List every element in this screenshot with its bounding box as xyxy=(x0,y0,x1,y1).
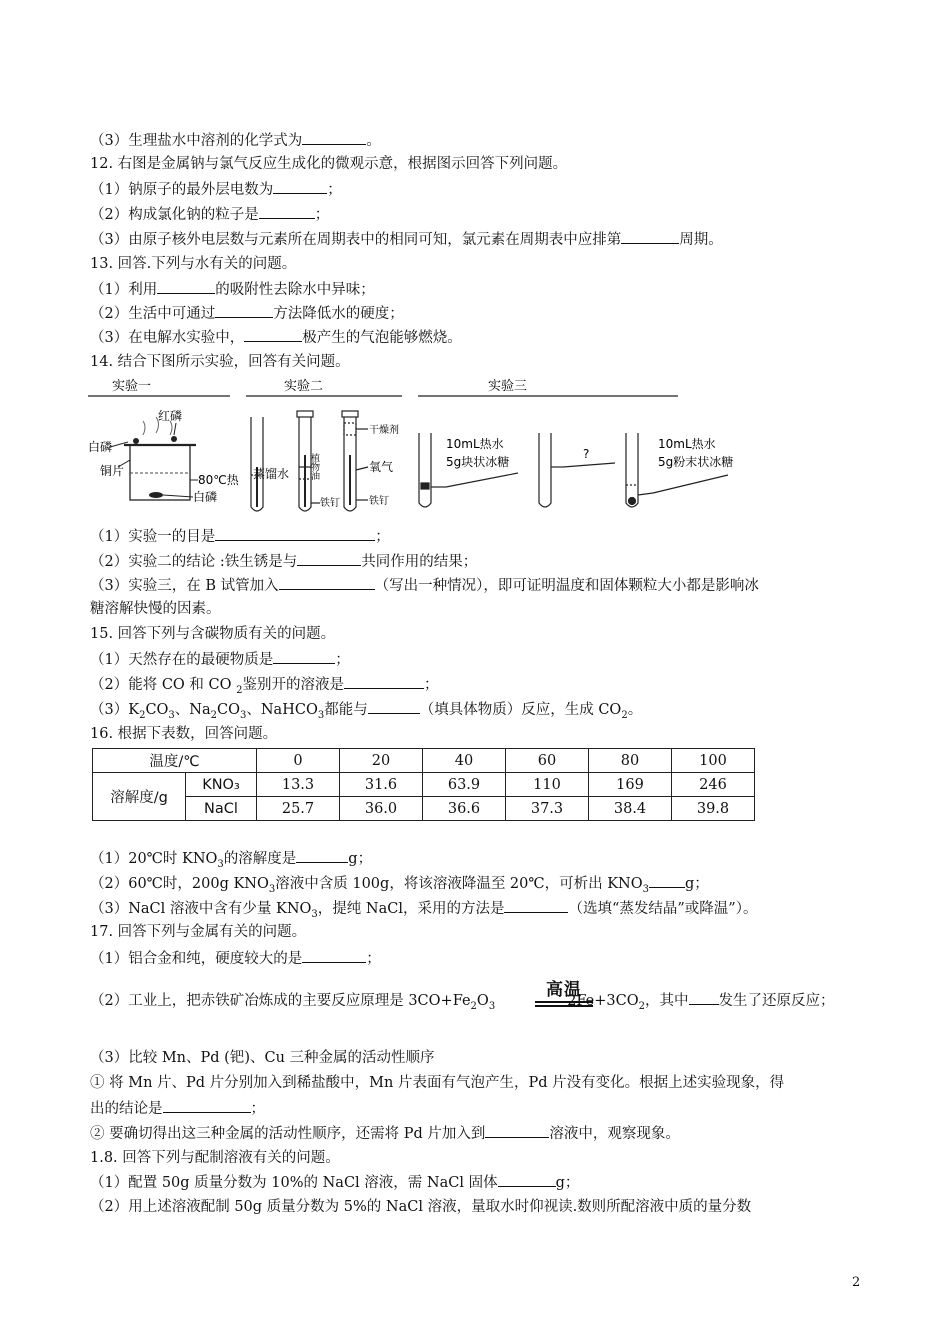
q16-3-line: （3）NaCl 溶液中含有少量 $KNO_3$，提纯 NaCl，采用的方法是 （选填“蒸发结晶”或降温”）。 xyxy=(90,898,757,925)
q17-title: 17. 回答下列与金属有关的问题。 xyxy=(90,924,307,940)
q12-2-line: （2）构成氯化钠的粒子是 ； xyxy=(90,204,329,225)
exp2-title: 实验二 xyxy=(284,379,324,394)
svg-text:10mL热水: 10mL热水 xyxy=(658,437,716,451)
q13-2-line: （2）生活中可通过 方法降低水的硬度； xyxy=(90,303,404,324)
q17-3-title: （3）比较 Mn、Pd (钯)、Cu 三种金属的活动性顺序 xyxy=(90,1050,435,1066)
answer-blank[interactable] xyxy=(273,649,335,664)
svg-text:铁钉: 铁钉 xyxy=(320,498,340,509)
svg-text:氧气: 氧气 xyxy=(369,460,394,474)
svg-text:植物油: 植物油 xyxy=(309,453,319,480)
answer-blank[interactable] xyxy=(689,990,719,1005)
answer-blank[interactable] xyxy=(485,1123,549,1138)
q14-2-line: （2）实验二的结论 :铁生锈是与 共同作用的结果； xyxy=(90,551,477,572)
answer-blank[interactable] xyxy=(504,898,568,913)
q15-1-line: （1）天然存在的最硬物质是 ； xyxy=(90,649,350,670)
solubility-table xyxy=(92,748,755,821)
q13-title: 13. 回答.下列与水有关的问题。 xyxy=(90,256,297,272)
answer-blank[interactable] xyxy=(344,674,424,689)
q17-3-1-cont: 出的结论是 ； xyxy=(90,1098,265,1119)
q17-1-line: （1）铝合金和纯，硬度较大的是 ； xyxy=(90,948,381,969)
q15-2-line: （2）能将 CO 和 CO $_2$鉴别开的溶液是 ； xyxy=(90,674,439,701)
q13-1-line: （1）利用 的吸附性去除水中异味； xyxy=(90,279,375,300)
answer-blank[interactable] xyxy=(244,327,302,342)
q12-3-line: （3）由原子核外电层数与元素所在周期表中的相同可知，氯元素在周期表中应排第 周期。 xyxy=(90,229,723,250)
q16-title: 16. 根据下表数，回答问题。 xyxy=(90,726,278,742)
q14-1-line: （1）实验一的目是 ； xyxy=(90,526,390,547)
q15-title: 15. 回答下列与含碳物质有关的问题。 xyxy=(90,626,336,642)
svg-text:白磷: 白磷 xyxy=(88,440,113,454)
table-row: NaCl 25.7 36.0 36.6 37.3 38.4 39.8 xyxy=(93,797,755,821)
q11-3-line: （3）生理盐水中溶剂的化学式为 。 xyxy=(90,130,381,151)
table-header-row: 温度/℃ 0 20 40 60 80 100 xyxy=(93,749,755,773)
answer-blank[interactable] xyxy=(296,848,348,863)
reaction-condition: 高温 xyxy=(535,975,593,1007)
exp1-title: 实验一 xyxy=(112,379,152,394)
q17-3-1-line: ① 将 Mn 片、Pd 片分别加入到稀盐酸中，Mn 片表面有气泡产生，Pd 片没有变化。根据上述实验现象，得 xyxy=(90,1075,785,1091)
q13-3-line: （3）在电解水实验中， 极产生的气泡能够燃烧。 xyxy=(90,327,462,348)
table-row: 溶解度/g KNO₃ 13.3 31.6 63.9 110 169 246 xyxy=(93,773,755,797)
page-number: 2 xyxy=(852,1275,861,1290)
q17-2-line: （2）工业上，把赤铁矿冶炼成的主要反应原理是 $3CO+Fe_2O_3$ $2Fe+3CO_2$，其中 发生了还原反应； xyxy=(90,990,835,1017)
answer-blank[interactable] xyxy=(215,303,273,318)
svg-text:80℃热: 80℃热 xyxy=(198,473,239,487)
answer-blank[interactable] xyxy=(649,873,685,888)
temperature-header: 温度/℃ xyxy=(93,749,257,773)
answer-blank[interactable] xyxy=(163,1098,251,1113)
q12-1-line: （1）钠原子的最外层电数为 ； xyxy=(90,179,342,200)
exp3-title: 实验三 xyxy=(488,379,528,394)
q18-1-line: （1）配置 50g 质量分数为 10%的 NaCl 溶液，需 NaCl 固体 g； xyxy=(90,1172,579,1193)
answer-blank[interactable] xyxy=(215,526,375,541)
svg-text:5g块状冰糖: 5g块状冰糖 xyxy=(446,455,510,469)
svg-text:红磷: 红磷 xyxy=(158,409,183,423)
svg-text:白磷: 白磷 xyxy=(193,490,218,504)
answer-blank[interactable] xyxy=(297,551,361,566)
q12-title: 12. 右图是金属钠与氯气反应生成化的微观示意，根据图示回答下列问题。 xyxy=(90,156,568,172)
svg-text:铜片: 铜片 xyxy=(100,464,125,478)
q16-2-line: （2）60℃时，200g $KNO_3$溶液中含质 100g，将该溶液降温至 20℃，可析出 $KNO_3$ g； xyxy=(90,873,709,900)
svg-text:?: ? xyxy=(583,447,590,461)
q14-3-cont: 糖溶解快慢的因素。 xyxy=(90,601,221,617)
answer-blank[interactable] xyxy=(259,204,315,219)
svg-text:10mL热水: 10mL热水 xyxy=(446,437,504,451)
answer-blank[interactable] xyxy=(302,130,366,145)
q18-2-line: （2）用上述溶液配制 50g 质量分数为 5%的 NaCl 溶液，量取水时仰视读.数则所配溶液中质的量分数 xyxy=(90,1199,752,1215)
svg-text:蒸馏水: 蒸馏水 xyxy=(253,467,290,481)
solubility-label: 溶解度/g xyxy=(93,773,186,821)
q17-3-2-line: ② 要确切得出这三种金属的活动性顺序，还需将 Pd 片加入到 溶液中，观察现象。 xyxy=(90,1123,680,1144)
q16-1-line: （1）20℃时 $KNO_3$的溶解度是 g； xyxy=(90,848,372,875)
answer-blank[interactable] xyxy=(273,179,327,194)
answer-blank[interactable] xyxy=(279,575,375,590)
q14-3-line: （3）实验三，在 B 试管加入 （写出一种情况），即可证明温度和固体颗粒大小都是影响冰 xyxy=(90,575,759,596)
exp1-apparatus xyxy=(110,417,198,500)
q14-title: 14. 结合下图所示实验，回答有关问题。 xyxy=(90,354,350,370)
answer-blank[interactable] xyxy=(302,948,366,963)
q18-title: 1.8. 回答下列与配制溶液有关的问题。 xyxy=(90,1150,340,1166)
svg-text:5g粉末状冰糖: 5g粉末状冰糖 xyxy=(658,455,734,469)
experiment-figure xyxy=(88,375,734,525)
svg-text:铁钉: 铁钉 xyxy=(369,496,389,507)
svg-text:干燥剂: 干燥剂 xyxy=(369,425,399,436)
answer-blank[interactable] xyxy=(368,699,420,714)
answer-blank[interactable] xyxy=(498,1172,556,1187)
answer-blank[interactable] xyxy=(157,279,215,294)
answer-blank[interactable] xyxy=(621,229,679,244)
q15-3-line: $(3)K_2CO_3$、$Na_2CO_3$、NaHCO$_3$都能与 （填具体物质）反应，生成 $CO_2$。 xyxy=(90,699,642,726)
